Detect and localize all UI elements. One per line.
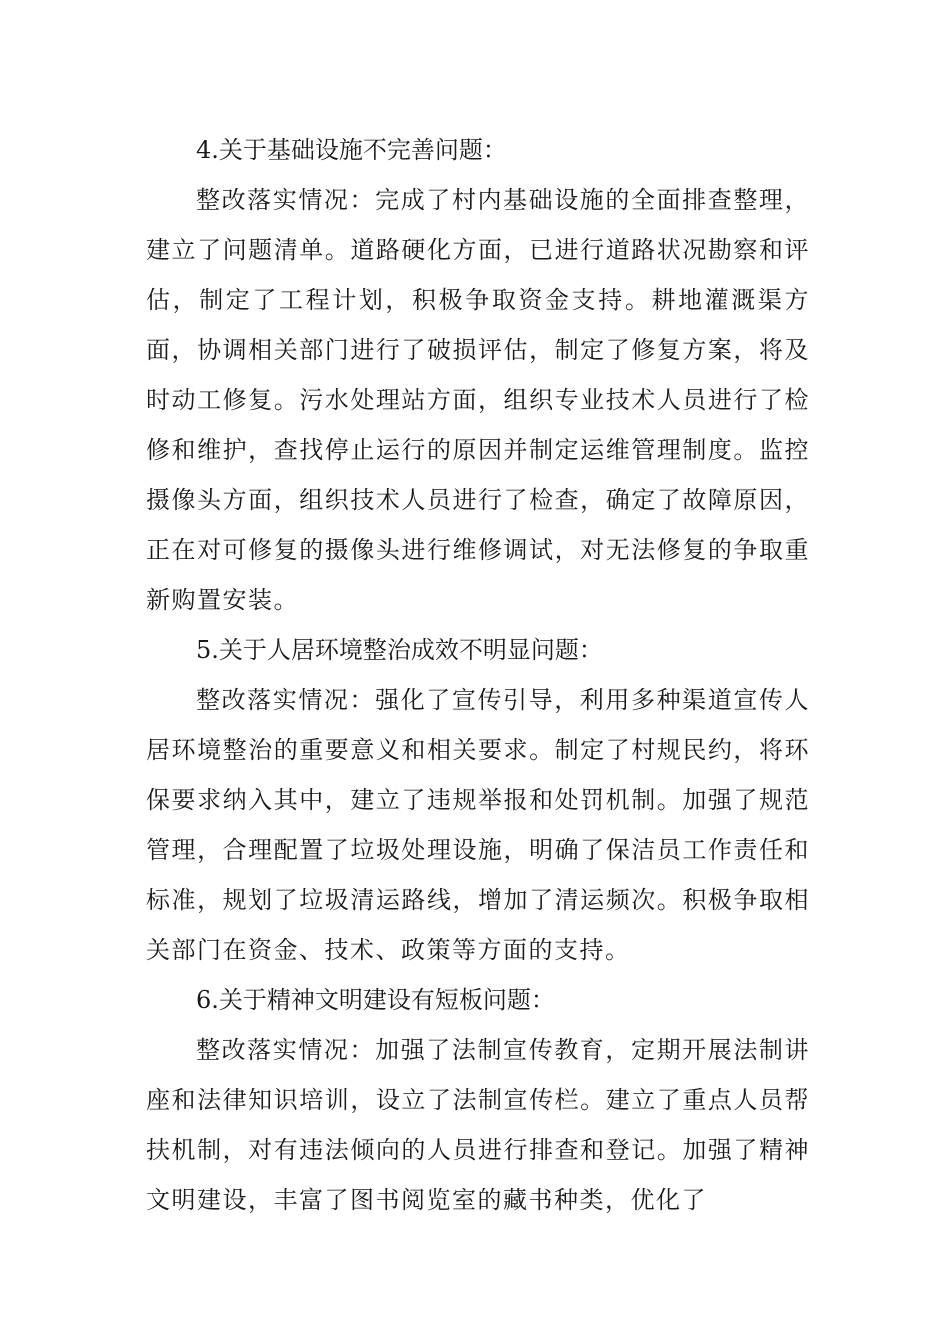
- section-heading-4: 4.关于基础设施不完善问题：: [196, 136, 507, 164]
- section-heading-5: 5.关于人居环境整治成效不明显问题：: [196, 636, 603, 664]
- document-body: [146, 125, 810, 1225]
- section-heading-6: 6.关于精神文明建设有短板问题：: [196, 986, 555, 1014]
- section-body-4: 整改落实情况：完成了村内基础设施的全面排查整理，建立了问题清单。道路硬化方面，已进行道路状况勘察和评估，制定了工程计划，积极争取资金支持。耕地灌溉渠方面，协调相关部门进行了破损评估，制定了修复方案，将及时动工修复。污水处理站方面，组织专业技术人员进行了检修和维护，查找停止运行的原因并制定运维管理制度。监控摄像头方面，组织技术人员进行了检查，确定了故障原因，正在对可修复的摄像头进行维修调试，对无法修复的争取重新购置安装。: [146, 186, 810, 614]
- section-body-6: 整改落实情况：加强了法制宣传教育，定期开展法制讲座和法律知识培训，设立了法制宣传栏。建立了重点人员帮扶机制，对有违法倾向的人员进行排查和登记。加强了精神文明建设，丰富了图书阅览室的藏书种类，优化了: [146, 1036, 810, 1214]
- section-body-5: 整改落实情况：强化了宣传引导，利用多种渠道宣传人居环境整治的重要意义和相关要求。制定了村规民约，将环保要求纳入其中，建立了违规举报和处罚机制。加强了规范管理，合理配置了垃圾处理设施，明确了保洁员工作责任和标准，规划了垃圾清运路线，增加了清运频次。积极争取相关部门在资金、技术、政策等方面的支持。: [146, 686, 810, 964]
